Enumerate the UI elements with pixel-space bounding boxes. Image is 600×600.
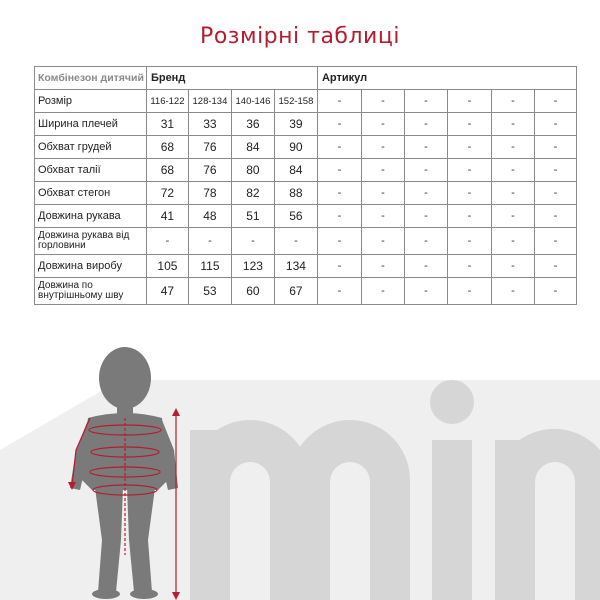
measurement-cell: 105: [146, 255, 188, 278]
measurement-cell: 31: [146, 113, 188, 136]
measurement-cell: -: [188, 228, 231, 255]
table-header-row: [35, 67, 577, 90]
article-cell: -: [317, 159, 361, 182]
measurement-cell: 41: [146, 205, 188, 228]
article-cell: -: [447, 136, 491, 159]
row-label: Обхват талії: [35, 159, 147, 182]
table-row: [35, 90, 577, 113]
measurement-cell: 123: [231, 255, 274, 278]
measurement-cell: 51: [231, 205, 274, 228]
measurement-cell: 80: [231, 159, 274, 182]
measurement-cell: 84: [231, 136, 274, 159]
row-label: Довжина рукава від горловини: [35, 228, 147, 255]
article-cell: -: [491, 228, 534, 255]
table-row: [35, 205, 577, 228]
article-cell: -: [491, 278, 534, 305]
table-row: [35, 228, 577, 255]
size-table: [34, 66, 577, 305]
measurement-cell: 84: [274, 159, 317, 182]
measurement-cell: 76: [188, 136, 231, 159]
article-cell: -: [317, 228, 361, 255]
article-cell: -: [447, 182, 491, 205]
measurement-cell: 67: [274, 278, 317, 305]
article-cell: -: [361, 182, 404, 205]
article-cell: -: [447, 228, 491, 255]
measurement-cell: 60: [231, 278, 274, 305]
measurement-cell: 48: [188, 205, 231, 228]
measurement-cell: 36: [231, 113, 274, 136]
article-cell: -: [534, 159, 576, 182]
size-header-cell: 116-122: [146, 90, 188, 113]
measurement-cell: 88: [274, 182, 317, 205]
article-cell: -: [317, 136, 361, 159]
article-cell: -: [361, 113, 404, 136]
article-cell: -: [361, 205, 404, 228]
size-header-cell: 152-158: [274, 90, 317, 113]
row-label: Довжина по внутрішньому шву: [35, 278, 147, 305]
row-label: Довжина виробу: [35, 255, 147, 278]
article-cell: -: [447, 278, 491, 305]
article-header-cell: Артикул: [317, 67, 576, 90]
article-cell: -: [361, 228, 404, 255]
brand-header-cell: Бренд: [146, 67, 317, 90]
row-label: Обхват грудей: [35, 136, 147, 159]
article-cell: -: [317, 278, 361, 305]
page-title: Розмірні таблиці: [200, 24, 400, 49]
table-row: [35, 278, 577, 305]
measurement-cell: 68: [146, 136, 188, 159]
size-table-body: [35, 67, 577, 305]
row-label: Довжина рукава: [35, 205, 147, 228]
article-cell: -: [534, 255, 576, 278]
article-cell: -: [534, 90, 576, 113]
article-cell: -: [317, 255, 361, 278]
article-cell: -: [491, 205, 534, 228]
article-cell: -: [534, 205, 576, 228]
article-cell: -: [317, 90, 361, 113]
size-header-cell: 140-146: [231, 90, 274, 113]
measurement-cell: 90: [274, 136, 317, 159]
measurement-cell: 115: [188, 255, 231, 278]
article-cell: -: [447, 255, 491, 278]
table-row: [35, 136, 577, 159]
article-cell: -: [447, 159, 491, 182]
article-cell: -: [404, 255, 447, 278]
article-cell: -: [447, 90, 491, 113]
article-cell: -: [361, 278, 404, 305]
article-cell: -: [404, 113, 447, 136]
size-header-cell: 128-134: [188, 90, 231, 113]
article-cell: -: [491, 159, 534, 182]
article-cell: -: [361, 90, 404, 113]
measurement-cell: -: [231, 228, 274, 255]
table-row: [35, 113, 577, 136]
article-cell: -: [404, 159, 447, 182]
article-cell: -: [534, 278, 576, 305]
article-cell: -: [534, 136, 576, 159]
table-row: [35, 255, 577, 278]
article-cell: -: [404, 228, 447, 255]
article-cell: -: [534, 113, 576, 136]
measurement-cell: 47: [146, 278, 188, 305]
article-cell: -: [404, 182, 447, 205]
article-cell: -: [404, 90, 447, 113]
article-cell: -: [447, 205, 491, 228]
article-cell: -: [317, 182, 361, 205]
measurement-cell: 68: [146, 159, 188, 182]
article-cell: -: [404, 136, 447, 159]
article-cell: -: [491, 255, 534, 278]
article-cell: -: [491, 90, 534, 113]
measurement-cell: -: [146, 228, 188, 255]
measurement-cell: 82: [231, 182, 274, 205]
measurement-cell: 134: [274, 255, 317, 278]
article-cell: -: [491, 136, 534, 159]
measurement-cell: 33: [188, 113, 231, 136]
measurement-cell: 39: [274, 113, 317, 136]
measurement-cell: 72: [146, 182, 188, 205]
brand-watermark: [0, 380, 600, 600]
article-cell: -: [361, 159, 404, 182]
article-cell: -: [404, 205, 447, 228]
article-cell: -: [491, 113, 534, 136]
table-row: [35, 182, 577, 205]
article-cell: -: [404, 278, 447, 305]
article-cell: -: [534, 182, 576, 205]
article-cell: -: [317, 205, 361, 228]
measurement-cell: 78: [188, 182, 231, 205]
measurement-cell: -: [274, 228, 317, 255]
product-name-cell: Комбінезон дитячий: [35, 67, 147, 90]
article-cell: -: [447, 113, 491, 136]
measurement-cell: 76: [188, 159, 231, 182]
measurement-cell: 53: [188, 278, 231, 305]
child-measurement-illustration: [0, 330, 600, 600]
article-cell: -: [317, 113, 361, 136]
article-cell: -: [491, 182, 534, 205]
article-cell: -: [534, 228, 576, 255]
measurement-cell: 56: [274, 205, 317, 228]
row-label: Обхват стегон: [35, 182, 147, 205]
row-label: Ширина плечей: [35, 113, 147, 136]
row-label: Розмір: [35, 90, 147, 113]
article-cell: -: [361, 136, 404, 159]
table-row: [35, 159, 577, 182]
article-cell: -: [361, 255, 404, 278]
